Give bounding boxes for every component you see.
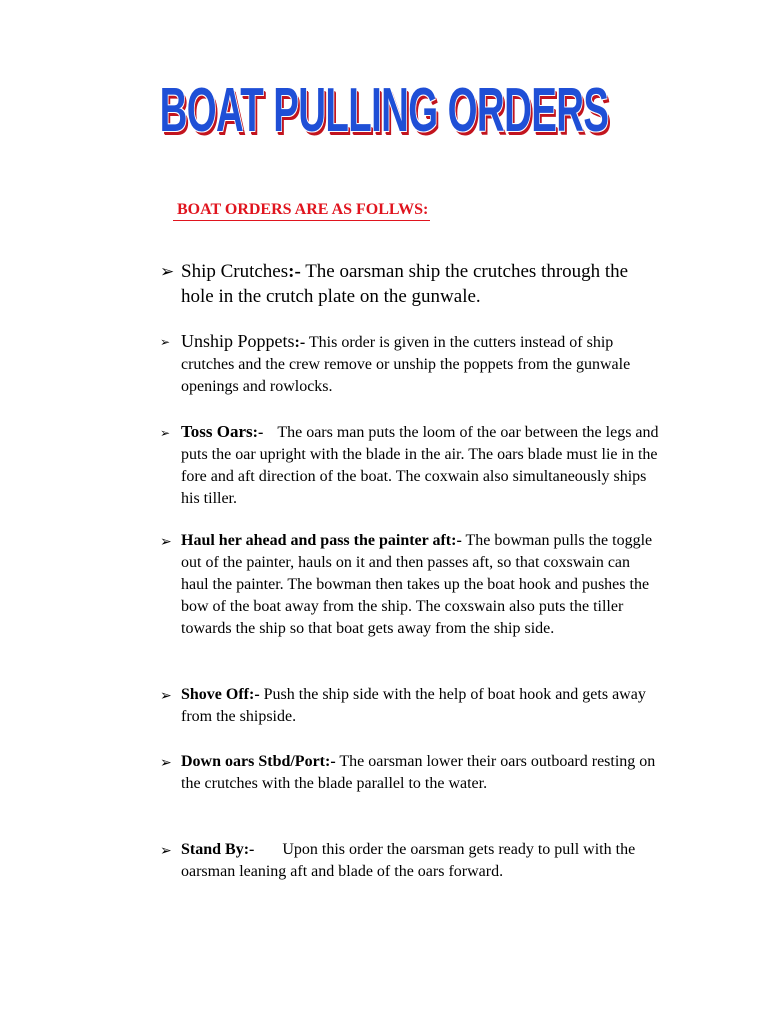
- order-text: The bowman pulls the toggle out of the painter, hauls on it and then passes aft, so that coxswain can haul the painter. The bowman then takes up the boat hook and pushes the bow of the boat away from the ship. The coxswain also puts the tiller towards the ship so that boat gets away from the ship side.: [181, 532, 653, 637]
- order-separator: :-: [252, 424, 264, 441]
- order-heading: Shove Off: [181, 686, 249, 703]
- order-text: The oars man puts the loom of the oar between the legs and puts the oar upright with the blade in the air. The oars blade must lie in the fore and aft direction of the boat. The coxwain also simultaneously ships his tiller.: [181, 424, 659, 507]
- order-separator: :-: [243, 841, 255, 858]
- order-heading: Down oars Stbd/Port: [181, 753, 326, 770]
- order-text: The oarsman ship the crutches through the hole in the crutch plate on the gunwale.: [181, 261, 629, 307]
- order-text: Push the ship side with the help of boat hook and gets away from the shipside.: [181, 686, 646, 725]
- order-content: [181, 330, 660, 398]
- order-heading: Stand By: [181, 841, 244, 858]
- order-heading: Unship Poppets: [181, 331, 295, 351]
- order-content: [181, 839, 660, 883]
- order-separator: :-: [288, 261, 301, 282]
- order-heading: Ship Crutches: [181, 261, 289, 282]
- order-item-shove-off: [160, 684, 660, 728]
- arrowhead-bullet-icon: ➢: [160, 755, 172, 771]
- order-item-stand-by: [160, 839, 660, 883]
- document-subtitle: [173, 201, 430, 221]
- order-heading: Toss Oars: [181, 422, 253, 441]
- order-item-haul-her-ahead: [160, 530, 660, 640]
- arrowhead-bullet-icon: ➢: [160, 534, 172, 550]
- order-item-toss-oars: [160, 421, 660, 510]
- order-content: [181, 530, 660, 640]
- order-content: [181, 684, 660, 728]
- order-item-unship-poppets: [160, 330, 660, 398]
- order-content: [181, 421, 660, 510]
- arrowhead-bullet-icon: ➢: [160, 335, 171, 349]
- subtitle-text: BOAT ORDERS ARE AS FOLLWS: [177, 201, 424, 218]
- subtitle-colon: :: [423, 201, 429, 218]
- order-heading: Haul her ahead and pass the painter aft: [181, 532, 452, 549]
- order-separator: :-: [451, 532, 462, 549]
- arrowhead-bullet-icon: ➢: [160, 843, 172, 859]
- order-text: Upon this order the oarsman gets ready to pull with the oarsman leaning aft and blade of the oars forward.: [181, 841, 636, 880]
- order-content: [181, 751, 660, 795]
- order-item-ship-crutches: [160, 259, 660, 309]
- order-separator: :-: [325, 753, 336, 770]
- document-title: BOAT PULLING ORDERS: [159, 76, 609, 145]
- order-text: This order is given in the cutters instead of ship crutches and the crew remove or unship the poppets from the gunwale openings and rowlocks.: [181, 334, 631, 395]
- arrowhead-bullet-icon: ➢: [160, 262, 175, 282]
- order-separator: :-: [294, 334, 306, 351]
- order-item-down-oars: [160, 751, 660, 795]
- order-content: [181, 259, 660, 309]
- arrowhead-bullet-icon: ➢: [160, 688, 172, 704]
- order-text: The oarsman lower their oars outboard resting on the crutches with the blade parallel to the water.: [181, 753, 656, 792]
- arrowhead-bullet-icon: ➢: [160, 426, 171, 440]
- order-separator: :-: [249, 686, 260, 703]
